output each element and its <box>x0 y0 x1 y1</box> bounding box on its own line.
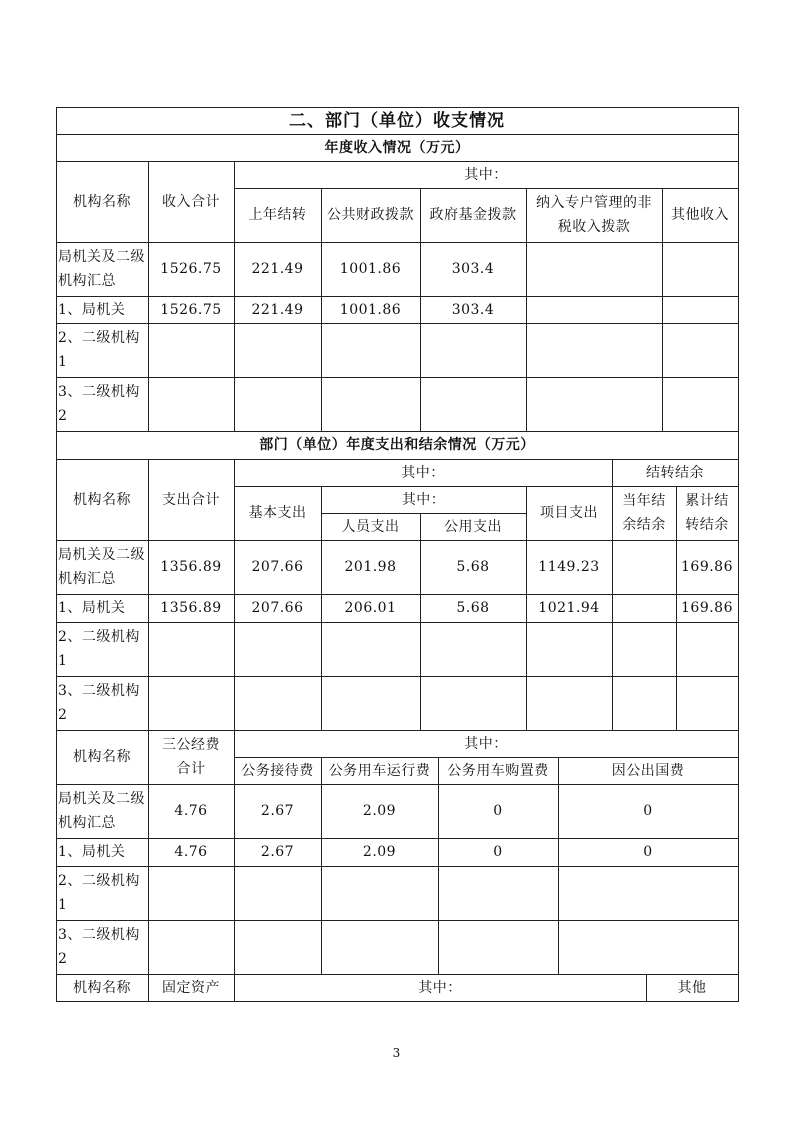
income-col-government-fund: 政府基金拨款 <box>429 207 517 223</box>
income-row-cell <box>526 296 662 323</box>
expense-row-cell: 1356.89 <box>160 600 222 616</box>
expense-row-name: 3、二级机构2 <box>58 683 140 723</box>
fixed-assets-header: 固定资产 <box>162 979 220 996</box>
three-public-col-overseas: 因公出国费 <box>611 762 685 779</box>
income-row-cell: 1526.75 <box>160 261 222 277</box>
expense-row-cell: 169.86 <box>681 600 733 616</box>
expense-project-header: 项目支出 <box>540 505 598 521</box>
income-row-cell: 303.4 <box>451 301 495 318</box>
three-public-row-cell: 0 <box>643 844 653 860</box>
expense-row-name: 2、二级机构1 <box>58 629 140 669</box>
expense-public-header: 公用支出 <box>444 518 502 535</box>
income-row-name: 1、局机关 <box>58 301 126 318</box>
expense-row-cell: 207.66 <box>251 600 304 616</box>
income-row-name: 2、二级机构1 <box>58 330 140 370</box>
expense-row-cell: 1021.94 <box>538 600 600 616</box>
income-row-cell: 1526.75 <box>160 301 222 318</box>
expense-row-cell <box>612 540 676 594</box>
expense-of-which-2-header: 其中： <box>401 491 446 508</box>
grid-line-horizontal <box>56 622 739 623</box>
income-col-other: 其他收入 <box>671 207 729 223</box>
three-public-col-vehicle-purchase: 公务用车购置费 <box>447 762 549 779</box>
page-title: 二、部门（单位）收支情况 <box>289 110 505 131</box>
expense-org-name-header: 机构名称 <box>73 491 131 508</box>
three-public-row-name: 3、二级机构2 <box>58 927 140 967</box>
grid-line-horizontal <box>56 676 739 677</box>
expense-row-cell: 1149.23 <box>538 559 600 575</box>
three-public-row-cell: 0 <box>643 803 653 819</box>
three-public-row-cell: 2.09 <box>362 803 397 819</box>
expense-row-cell: 5.68 <box>456 559 490 575</box>
expense-row-cell: 5.68 <box>456 600 490 616</box>
three-public-row-cell: 4.76 <box>174 844 208 860</box>
expense-row-cell: 1356.89 <box>160 559 222 575</box>
expense-cumulative-header: 累计结转结余 <box>685 493 729 533</box>
income-row-name: 3、二级机构2 <box>58 384 140 424</box>
page-number: 3 <box>392 1046 401 1060</box>
income-row-cell: 1001.86 <box>339 261 402 277</box>
grid-line-horizontal <box>56 866 739 867</box>
income-col-non-tax: 纳入专户管理的非税收入拨款 <box>536 195 652 235</box>
income-row-cell: 221.49 <box>251 301 304 318</box>
income-row-cell <box>526 242 662 296</box>
fixed-assets-of-which-header: 其中： <box>418 979 462 996</box>
income-row-cell: 1001.86 <box>339 301 402 318</box>
income-org-name-header: 机构名称 <box>73 193 131 210</box>
income-row-cell <box>662 296 738 323</box>
fixed-assets-other-header: 其他 <box>677 979 707 996</box>
grid-line-vertical <box>738 107 739 1001</box>
three-public-row-name: 1、局机关 <box>58 844 126 860</box>
income-total-header: 收入合计 <box>162 193 220 210</box>
income-col-public-finance: 公共财政拨款 <box>327 207 414 223</box>
expense-total-header: 支出合计 <box>162 491 220 508</box>
three-public-org-name-header: 机构名称 <box>73 749 131 765</box>
three-public-total-header: 三公经费合计 <box>162 737 220 777</box>
income-row-name: 局机关及二级机构汇总 <box>58 249 145 289</box>
three-public-row-name: 局机关及二级机构汇总 <box>58 791 145 831</box>
expense-personnel-header: 人员支出 <box>341 518 400 535</box>
expense-row-cell: 169.86 <box>681 559 733 575</box>
income-row-cell <box>662 242 738 296</box>
grid-line-horizontal <box>56 377 739 378</box>
expense-row-cell: 207.66 <box>251 559 304 575</box>
three-public-row-cell: 2.67 <box>260 844 295 860</box>
three-public-row-name: 2、二级机构1 <box>58 873 140 913</box>
expense-basic-header: 基本支出 <box>248 505 307 521</box>
income-section-title: 年度收入情况（万元） <box>324 139 470 156</box>
expense-of-which-header: 其中： <box>401 464 445 481</box>
income-row-cell: 303.4 <box>451 261 495 277</box>
three-public-row-cell: 4.76 <box>174 803 208 819</box>
expense-row-cell: 206.01 <box>344 600 397 616</box>
expense-row-name: 局机关及二级机构汇总 <box>58 547 145 587</box>
expense-row-name: 1、局机关 <box>58 600 126 616</box>
income-row-cell: 221.49 <box>251 261 304 277</box>
expense-section-title: 部门（单位）年度支出和结余情况（万元） <box>259 437 535 453</box>
three-public-col-reception: 公务接待费 <box>241 762 314 779</box>
three-public-row-cell: 2.09 <box>362 844 397 860</box>
grid-line-horizontal <box>56 1001 739 1002</box>
expense-row-cell: 201.98 <box>344 559 397 575</box>
expense-carryover-header: 结转结余 <box>646 464 704 481</box>
grid-line-horizontal <box>56 323 739 324</box>
three-public-row-cell: 0 <box>493 844 503 860</box>
fixed-assets-org-name-header: 机构名称 <box>73 979 131 996</box>
three-public-row-cell: 0 <box>493 803 503 819</box>
expense-row-cell <box>612 594 676 622</box>
income-col-prior-carryover: 上年结转 <box>248 207 307 223</box>
income-of-which-header: 其中： <box>464 166 508 183</box>
three-public-col-vehicle-operation: 公务用车运行费 <box>328 762 431 779</box>
grid-line-horizontal <box>56 920 739 921</box>
three-public-of-which-header: 其中： <box>464 735 508 752</box>
three-public-row-cell: 2.67 <box>260 803 295 819</box>
expense-current-year-header: 当年结余结余 <box>622 493 666 533</box>
